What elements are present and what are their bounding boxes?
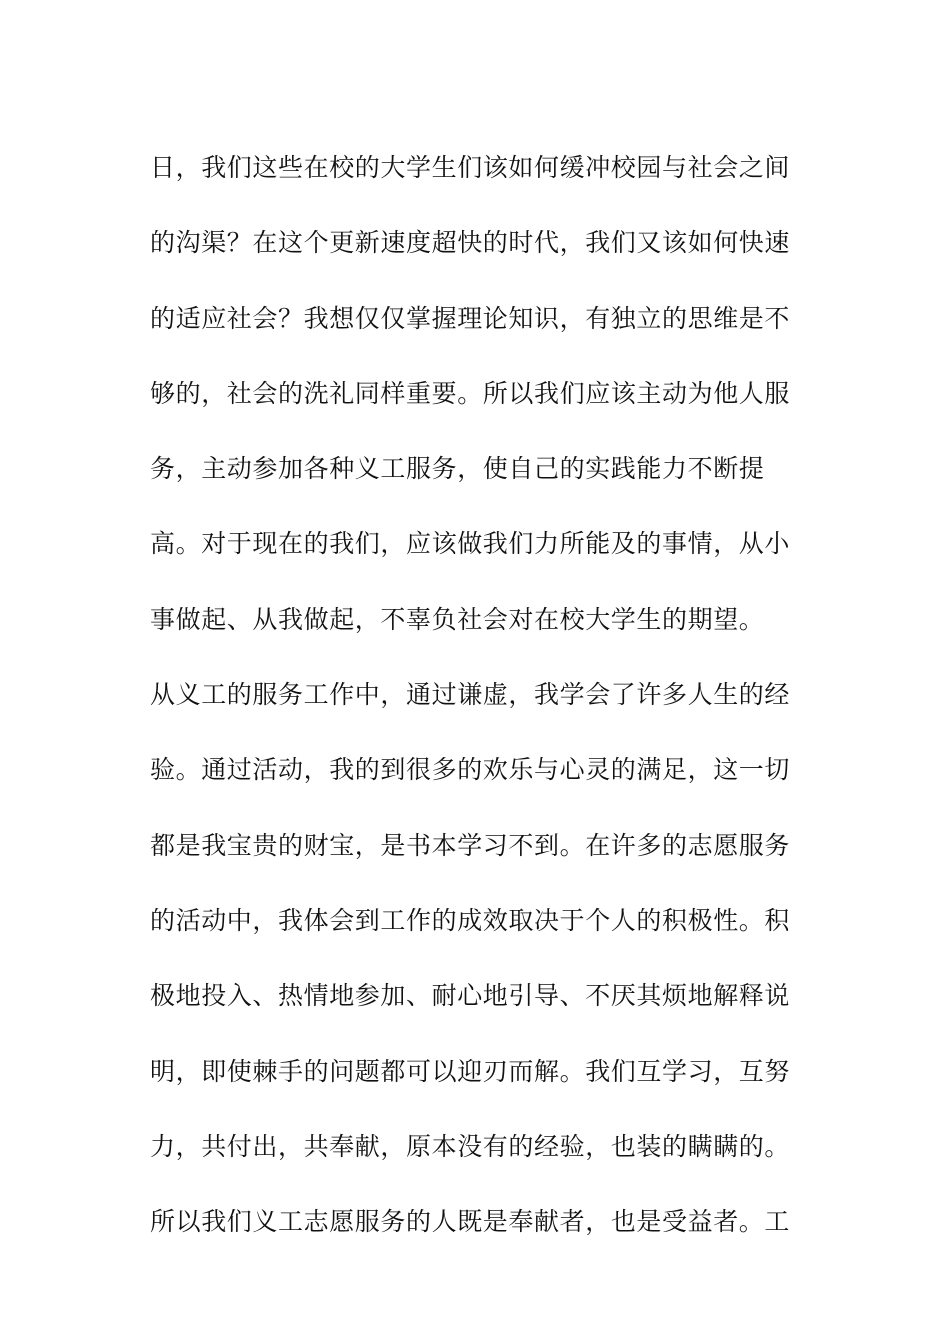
text-line: 明，即使棘手的问题都可以迎刃而解。我们互学习，互努 bbox=[150, 1056, 791, 1086]
text-line: 务，主动参加各种义工服务，使自己的实践能力不断提 bbox=[150, 454, 765, 484]
text-line: 验。通过活动，我的到很多的欢乐与心灵的满足，这一切 bbox=[150, 755, 791, 785]
text-line: 事做起、从我做起，不辜负社会对在校大学生的期望。 bbox=[150, 604, 765, 634]
text-line: 力，共付出，共奉献，原本没有的经验，也装的瞒瞒的。 bbox=[150, 1131, 791, 1161]
text-line: 都是我宝贵的财宝，是书本学习不到。在许多的志愿服务 bbox=[150, 830, 791, 860]
text-line: 的适应社会？我想仅仅掌握理论知识，有独立的思维是不 bbox=[150, 303, 791, 333]
text-line: 的活动中，我体会到工作的成效取决于个人的积极性。积 bbox=[150, 905, 791, 935]
text-line: 极地投入、热情地参加、耐心地引导、不厌其烦地解释说 bbox=[150, 981, 791, 1011]
body-text bbox=[150, 130, 810, 1259]
text-line: 从义工的服务工作中，通过谦虚，我学会了许多人生的经 bbox=[150, 680, 791, 710]
text-line: 够的，社会的洗礼同样重要。所以我们应该主动为他人服 bbox=[150, 378, 791, 408]
text-line: 日，我们这些在校的大学生们该如何缓冲校园与社会之间 bbox=[150, 153, 791, 182]
text-line: 高。对于现在的我们，应该做我们力所能及的事情，从小 bbox=[150, 529, 791, 559]
text-line: 所以我们义工志愿服务的人既是奉献者，也是受益者。工 bbox=[150, 1207, 791, 1237]
text-line: 的沟渠？在这个更新速度超快的时代，我们又该如何快速 bbox=[150, 228, 791, 258]
